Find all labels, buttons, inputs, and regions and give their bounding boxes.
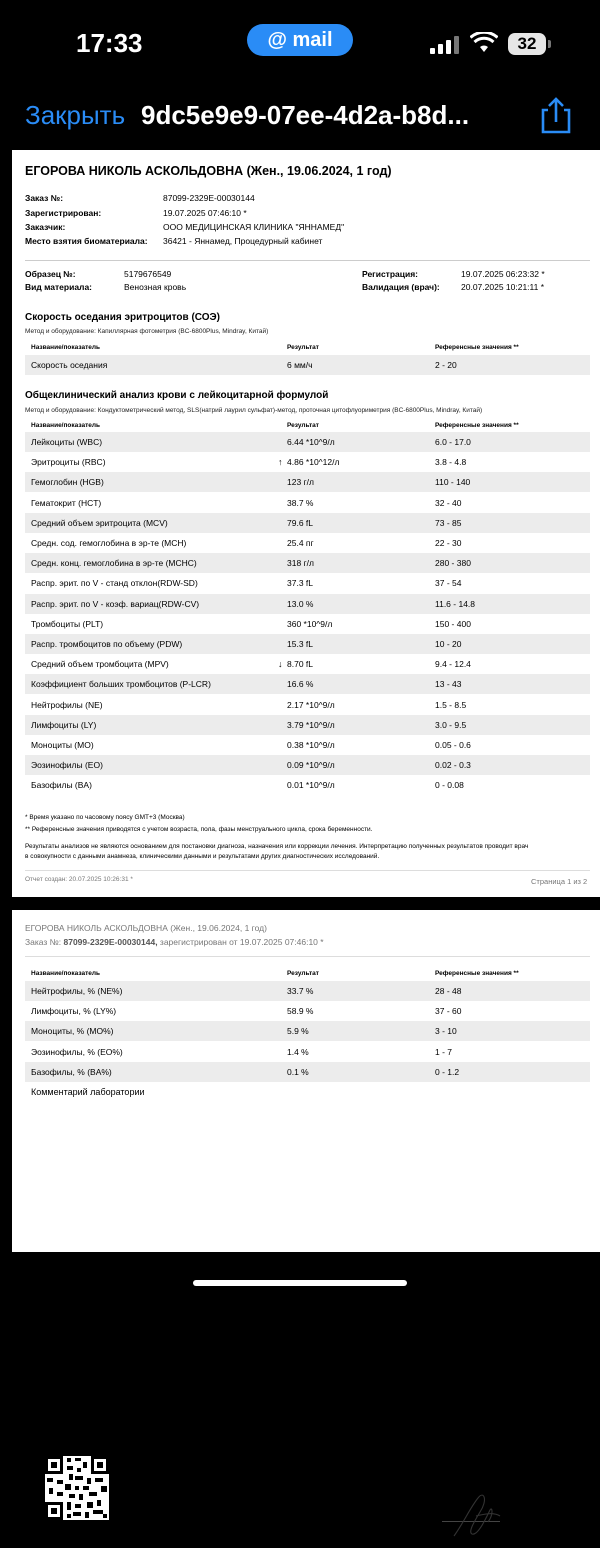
qr-caption-1: Подтверждение (45, 1531, 94, 1538)
ref-note: ** Референсные значения приводятся с учетом возраста, пола, фазы менструального цикла, срока беременности. (25, 826, 373, 833)
registered-value: 19.07.2025 07:46:10 * (163, 208, 247, 218)
table-row (25, 573, 590, 593)
battery-indicator: 32 (508, 33, 546, 55)
row-ref: 0 - 1.2 (435, 1066, 460, 1077)
row-name: Эозинофилы, % (EO%) (31, 1046, 123, 1057)
time-note: * Время указано по часовому поясу GMT+3 (Москва) (25, 814, 185, 821)
row-result-value: 123 г/л (287, 477, 314, 488)
row-result-value: 1.4 % (287, 1046, 309, 1057)
row-ref: 10 - 20 (435, 639, 462, 649)
table-row (25, 432, 590, 452)
header-result: Результат (287, 970, 319, 977)
row-result (287, 695, 335, 715)
table-row (25, 1021, 590, 1041)
row-ref: 37 - 54 (435, 578, 462, 589)
header-ref: Референсные значения ** (435, 422, 519, 429)
row-result-value: 8.70 fL (287, 659, 313, 670)
row-result-value: 6.44 *10^9/л (287, 437, 335, 447)
divider (25, 870, 590, 871)
table-row (25, 614, 590, 634)
row-result (287, 1001, 313, 1021)
row-ref: 11.6 - 14.8 (435, 598, 476, 609)
row-result-value: 13.0 % (287, 598, 314, 609)
table-row (25, 654, 590, 674)
table-row (25, 553, 590, 573)
row-name: Нейтрофилы, % (NE%) (31, 986, 123, 996)
row-name: Моноциты, % (MO%) (31, 1026, 114, 1037)
table-row (25, 735, 590, 755)
order-prefix: Заказ №: (25, 937, 64, 947)
row-result-value: 0.01 *10^9/л (287, 780, 335, 791)
row-result-value: 0.1 % (287, 1066, 309, 1077)
table-row (25, 493, 590, 513)
table-row (25, 695, 590, 715)
row-name: Распр. эрит. по V - станд отклон(RDW-SD) (31, 578, 198, 589)
place-value: 36421 - Яннамед, Процедурный кабинет (163, 236, 323, 246)
report-page-1 (12, 150, 600, 897)
row-name: Нейтрофилы (NE) (31, 699, 103, 710)
cbc-method: Метод и оборудование: Кондуктометрический метод, SLS(натрий лаурил сульфат)-метод, проточная цитофлуориметрия (BC-6800Plus, Mindray, Китай) (25, 407, 483, 414)
qr-caption-2: подлинности результата (45, 1541, 119, 1548)
header-ref: Референсные значения ** (435, 970, 519, 977)
place-label: Место взятия биоматериала: (25, 236, 148, 246)
row-result (287, 614, 332, 634)
signer-name: А.Д. Манакова (503, 1513, 554, 1522)
registration-label: Регистрация: (362, 269, 419, 279)
row-result (287, 1062, 309, 1082)
row-result-value: 3.79 *10^9/л (287, 719, 335, 730)
row-name: Распр. эрит. по V - коэф. вариац(RDW-CV) (31, 598, 200, 609)
header-ref: Референсные значения ** (435, 344, 519, 351)
disclaimer-line-2: в совокупности с данными анамнеза, клиническими данными и результатами других диагностических исследований. (25, 853, 380, 860)
lab-comment-label: Комментарий лаборатории (31, 1087, 145, 1097)
home-indicator[interactable] (193, 1280, 407, 1286)
row-result (287, 735, 335, 755)
divider (25, 260, 590, 261)
table-row (25, 755, 590, 775)
row-name: Базофилы (BA) (31, 780, 92, 791)
row-ref: 1 - 7 (435, 1046, 453, 1057)
row-name: Эритроциты (RBC) (31, 457, 106, 468)
row-result-value: 6 мм/ч (287, 360, 313, 370)
row-result-value: 0.38 *10^9/л (287, 740, 335, 750)
table-row (25, 634, 590, 654)
row-name: Лейкоциты (WBC) (31, 437, 103, 447)
row-result-value: 16.6 % (287, 679, 314, 690)
sample-value: 5179676549 (124, 269, 172, 279)
row-ref: 3.8 - 4.8 (435, 457, 467, 468)
row-ref: 32 - 40 (435, 497, 462, 508)
material-label: Вид материала: (25, 282, 93, 292)
clock: 17:33 (76, 28, 143, 58)
arrow-down-icon: ↓ (278, 659, 283, 670)
row-result (287, 432, 335, 452)
report-page-2 (12, 910, 600, 1548)
arrow-up-icon: ↑ (278, 457, 283, 468)
row-ref: 0 - 0.08 (435, 780, 464, 791)
row-result (287, 1042, 309, 1062)
table-row (25, 533, 590, 553)
row-result-value: 5.9 % (287, 1026, 309, 1037)
row-result-value: 25.4 пг (287, 538, 314, 548)
row-ref: 28 - 48 (435, 986, 462, 996)
row-name: Тромбоциты (PLT) (31, 618, 104, 629)
disclaimer-line-1: Результаты анализов не являются основанием для постановки диагноза, назначения или коррекции лечения. Интерпретацию полученных результатов проводит врач (25, 843, 529, 850)
row-ref: 0.02 - 0.3 (435, 760, 471, 771)
document-title: 9dc5e9e9-07ee-4d2a-b8d... (141, 100, 470, 130)
registered-label: Зарегистрирован: (25, 208, 102, 218)
esr-section-title: Скорость оседания эритроцитов (СОЭ) (25, 312, 220, 323)
order-label: Заказ №: (25, 193, 64, 203)
divider (25, 956, 590, 957)
row-name: Распр. тромбоцитов по объему (PDW) (31, 639, 183, 649)
row-name: Скорость оседания (31, 360, 108, 370)
table-row (25, 355, 590, 375)
row-result-value: 79.6 fL (287, 517, 313, 528)
order-value: 87099-2329E-00030144 (163, 193, 255, 203)
cellular-signal-icon (430, 34, 460, 54)
row-ref: 73 - 85 (435, 517, 462, 528)
material-value: Венозная кровь (124, 282, 187, 292)
table-row (25, 594, 590, 614)
row-name: Моноциты (MO) (31, 740, 94, 750)
row-result (287, 775, 335, 795)
row-result-value: 318 г/л (287, 558, 314, 569)
row-ref: 13 - 43 (435, 679, 462, 690)
row-result-value: 2.17 *10^9/л (287, 699, 335, 710)
table-row (25, 1062, 590, 1082)
table-row (25, 715, 590, 735)
table-row (25, 452, 590, 472)
row-result (287, 553, 314, 573)
validation-value: 20.07.2025 10:21:11 * (461, 282, 545, 292)
table-row (25, 1001, 590, 1021)
row-result (287, 573, 313, 593)
esr-method: Метод и оборудование: Капиллярная фотометрия (BC-6800Plus, Mindray, Китай) (25, 328, 269, 335)
row-result (287, 755, 335, 775)
row-name: Лимфоциты, % (LY%) (31, 1006, 117, 1017)
row-result (278, 452, 340, 472)
page-number: Страница 1 из 2 (531, 877, 588, 886)
header-result: Результат (287, 422, 319, 429)
order-number: 87099-2329E-00030144, (63, 937, 158, 947)
table-row (25, 472, 590, 492)
qr-code-icon[interactable] (45, 1456, 109, 1520)
row-ref: 3 - 10 (435, 1026, 457, 1037)
row-ref: 1.5 - 8.5 (435, 699, 467, 710)
row-ref: 110 - 140 (435, 477, 471, 488)
share-icon[interactable] (538, 96, 574, 136)
row-result (287, 674, 313, 694)
cbc-section-title: Общеклинический анализ крови с лейкоцитарной формулой (25, 390, 329, 401)
row-result (287, 1021, 309, 1041)
customer-label: Заказчик: (25, 222, 66, 232)
table-row (25, 775, 590, 795)
patient-name: ЕГОРОВА НИКОЛЬ АСКОЛЬДОВНА (Жен., 19.06.2024, 1 год) (25, 164, 392, 178)
row-name: Коэффициент больших тромбоцитов (P-LCR) (31, 679, 211, 690)
row-name: Лимфоциты (LY) (31, 719, 97, 730)
table-row (25, 674, 590, 694)
row-result (287, 493, 313, 513)
row-name: Гематокрит (HCT) (31, 497, 102, 508)
row-result-value: 37.3 fL (287, 578, 313, 589)
registration-value: 19.07.2025 06:23:32 * (461, 269, 545, 279)
row-ref: 280 - 380 (435, 558, 471, 569)
row-result (287, 634, 313, 654)
row-name: Средний объем эритроцита (MCV) (31, 517, 168, 528)
row-ref: 150 - 400 (435, 618, 471, 629)
page2-patient-name: ЕГОРОВА НИКОЛЬ АСКОЛЬДОВНА (Жен., 19.06.2024, 1 год) (25, 923, 267, 933)
row-ref: 37 - 60 (435, 1006, 462, 1017)
close-button[interactable]: Закрыть (25, 100, 126, 130)
row-result-value: 58.9 % (287, 1006, 314, 1017)
signature-icon (450, 1492, 502, 1540)
row-ref: 22 - 30 (435, 538, 462, 548)
row-name: Средн. сод. гемоглобина в эр-те (MCH) (31, 538, 187, 548)
status-bar (0, 0, 600, 90)
validation-label: Валидация (врач): (362, 282, 440, 292)
row-result-value: 15.3 fL (287, 639, 313, 649)
row-ref: 9.4 - 12.4 (435, 659, 471, 670)
row-result (287, 472, 314, 492)
table-row (25, 513, 590, 533)
signer-role: Руководитель лабораторного комплекса (274, 1513, 416, 1522)
row-result-value: 33.7 % (287, 986, 314, 996)
row-ref: 3.0 - 9.5 (435, 719, 467, 730)
report-created: Отчет создан: 20.07.2025 10:26:31 * (25, 876, 133, 883)
row-name: Гемоглобин (HGB) (31, 477, 104, 488)
row-result-value: 38.7 % (287, 497, 314, 508)
row-name: Средний объем тромбоцита (MPV) (31, 659, 169, 670)
battery-tip (548, 40, 551, 48)
table-row (25, 1042, 590, 1062)
header-name: Название/показатель (31, 970, 101, 977)
license: Лицензия № Л041-01125-54/01424365 от 07.10.2024 г. (274, 1529, 412, 1535)
row-result (287, 355, 313, 375)
customer-value: ООО МЕДИЦИНСКАЯ КЛИНИКА "ЯННАМЕД" (163, 222, 345, 232)
row-ref: 6.0 - 17.0 (435, 437, 471, 447)
header-name: Название/показатель (31, 344, 101, 351)
header-result: Результат (287, 344, 319, 351)
order-suffix: зарегистрирован от 19.07.2025 07:46:10 * (157, 937, 324, 947)
row-result (287, 981, 313, 1001)
row-result (287, 594, 313, 614)
sample-label: Образец №: (25, 269, 76, 279)
table-row (25, 981, 590, 1001)
row-name: Средн. конц. гемоглобина в эр-те (MCHC) (31, 558, 197, 569)
mail-app-pill[interactable]: @ mail (247, 24, 353, 56)
row-result (278, 654, 313, 674)
row-ref: 2 - 20 (435, 360, 457, 370)
row-result-value: 360 *10^9/л (287, 618, 333, 629)
row-name: Базофилы, % (BA%) (31, 1066, 112, 1077)
row-result-value: 4.86 *10^12/л (287, 457, 340, 468)
row-name: Эозинофилы (EO) (31, 760, 103, 771)
page2-order-line (25, 937, 324, 947)
row-result-value: 0.09 *10^9/л (287, 760, 335, 771)
wifi-icon (470, 32, 498, 54)
row-result (287, 715, 335, 735)
row-result (287, 513, 313, 533)
row-result (287, 533, 314, 553)
header-name: Название/показатель (31, 422, 101, 429)
row-ref: 0.05 - 0.6 (435, 740, 471, 750)
